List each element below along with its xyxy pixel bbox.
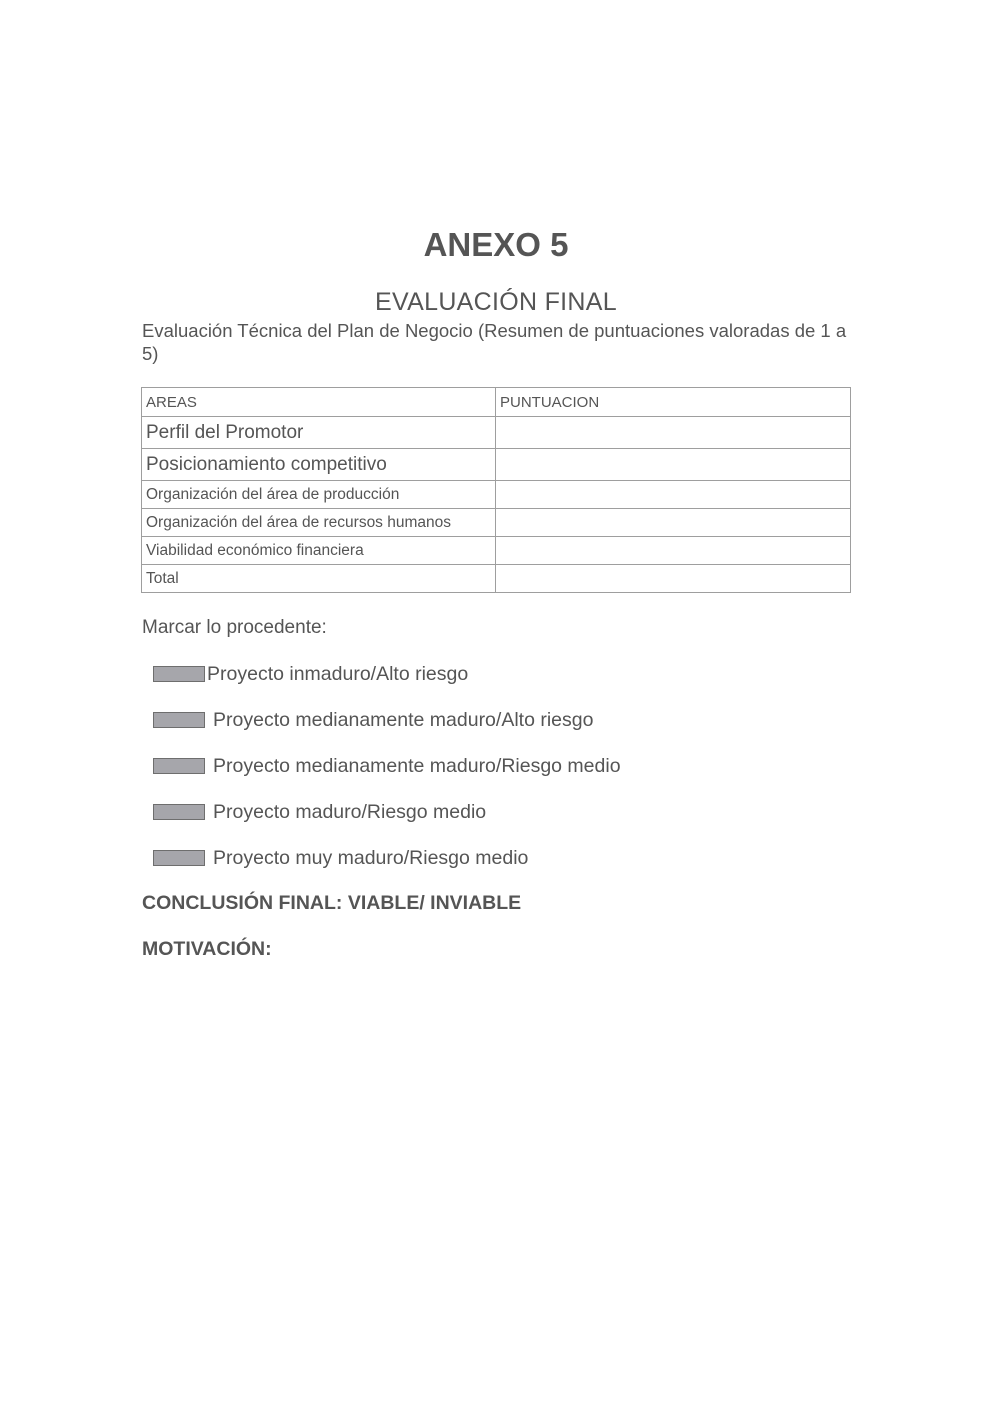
- motivation-label: MOTIVACIÓN:: [142, 938, 272, 960]
- option-inmaduro-alto-riesgo[interactable]: [153, 662, 468, 686]
- table-row: [142, 537, 851, 565]
- option-muy-maduro-riesgo-medio[interactable]: [153, 846, 528, 870]
- score-cell[interactable]: [496, 565, 851, 593]
- final-conclusion: CONCLUSIÓN FINAL: VIABLE/ INVIABLE: [142, 892, 522, 914]
- option-label: Proyecto medianamente maduro/Riesgo medio: [213, 754, 621, 777]
- score-table: [141, 387, 851, 593]
- header-puntuacion: PUNTUACION: [496, 388, 851, 417]
- checkbox[interactable]: [153, 666, 205, 682]
- marking-label: Marcar lo procedente:: [142, 617, 327, 638]
- option-medianamente-alto-riesgo[interactable]: [153, 708, 593, 732]
- score-cell[interactable]: [496, 449, 851, 481]
- checkbox[interactable]: [153, 804, 205, 820]
- intro-text: Evaluación Técnica del Plan de Negocio (Resumen de puntuaciones valoradas de 1 a 5): [142, 320, 847, 364]
- score-cell[interactable]: [496, 509, 851, 537]
- checkbox[interactable]: [153, 712, 205, 728]
- score-cell[interactable]: [496, 481, 851, 509]
- area-cell: Organización del área de producción: [142, 481, 496, 509]
- option-label: Proyecto muy maduro/Riesgo medio: [213, 846, 529, 869]
- area-cell: Posicionamiento competitivo: [142, 449, 496, 481]
- option-medianamente-riesgo-medio[interactable]: [153, 754, 621, 778]
- option-maduro-riesgo-medio[interactable]: [153, 800, 486, 824]
- score-cell[interactable]: [496, 417, 851, 449]
- option-label: Proyecto medianamente maduro/Alto riesgo: [213, 708, 594, 731]
- area-cell: Perfil del Promotor: [142, 417, 496, 449]
- option-label: Proyecto maduro/Riesgo medio: [213, 800, 487, 823]
- table-row: [142, 509, 851, 537]
- area-cell: Viabilidad económico financiera: [142, 537, 496, 565]
- checkbox[interactable]: [153, 758, 205, 774]
- area-cell: Organización del área de recursos humanos: [142, 509, 496, 537]
- table-row: [142, 417, 851, 449]
- header-areas: AREAS: [142, 388, 496, 417]
- checkbox[interactable]: [153, 850, 205, 866]
- option-label: Proyecto inmaduro/Alto riesgo: [207, 662, 469, 685]
- annex-title: ANEXO 5: [423, 226, 569, 263]
- table-row-total: [142, 565, 851, 593]
- score-cell[interactable]: [496, 537, 851, 565]
- table-row: [142, 449, 851, 481]
- section-title: EVALUACIÓN FINAL: [375, 288, 617, 316]
- table-row: [142, 481, 851, 509]
- area-cell: Total: [142, 565, 496, 593]
- table-header-row: [142, 388, 851, 417]
